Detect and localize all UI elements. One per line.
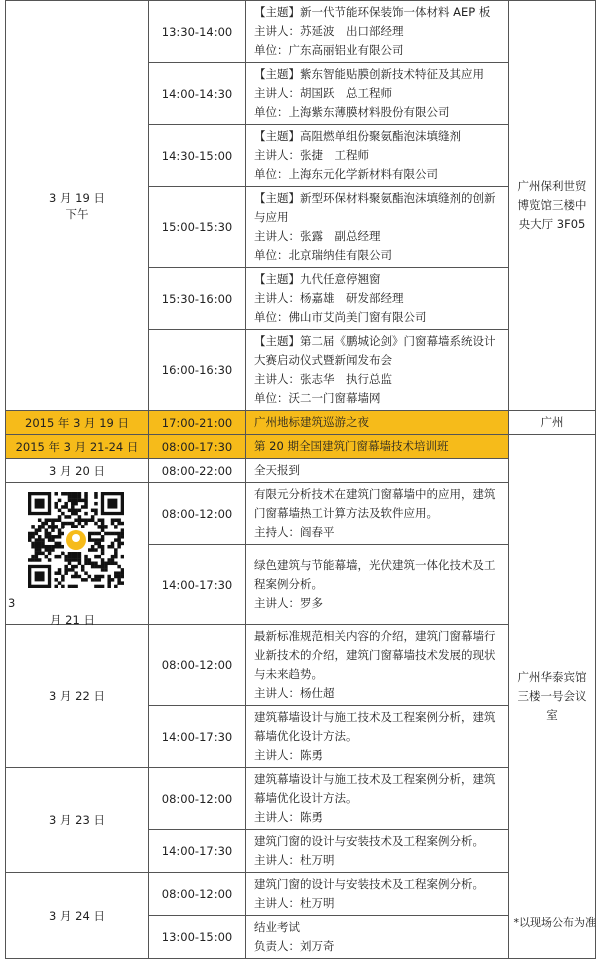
venue-cell-guangzhou: 广州 bbox=[509, 411, 596, 435]
topic-text: 建筑幕墙设计与施工技术及工程案例分析，建筑幕墙优化设计方法。 bbox=[254, 710, 496, 743]
content-cell bbox=[246, 916, 509, 959]
date-prefix: 3 bbox=[8, 595, 16, 610]
content-cell bbox=[246, 483, 509, 545]
topic-text: 绿色建筑与节能幕墙，光伏建筑一体化技术及工程案例分析。 bbox=[254, 558, 496, 591]
topic-text: 【主题】新一代节能环保装饰一体材料 AEP 板 bbox=[254, 5, 491, 19]
qr-code-icon bbox=[28, 492, 124, 588]
speaker-text: 负责人：刘万奇 bbox=[254, 939, 335, 953]
topic-text: 建筑门窗的设计与安装技术及工程案例分析。 bbox=[254, 834, 484, 848]
time-cell: 14:00-17:30 bbox=[149, 545, 246, 625]
venue-cell-poly-expo bbox=[509, 1, 596, 411]
org-text: 单位：沃二一门窗幕墙网 bbox=[254, 391, 381, 405]
time-cell: 16:00-16:30 bbox=[149, 330, 246, 411]
time-cell: 08:00-17:30 bbox=[149, 435, 246, 459]
session-row bbox=[6, 873, 596, 916]
content-cell: 广州地标建筑巡游之夜 bbox=[246, 411, 509, 435]
schedule-table bbox=[5, 0, 596, 959]
date-cell: 2015 年 3 月 19 日 bbox=[6, 411, 149, 435]
topic-text: 【主题】第二届《鹏城论剑》门窗幕墙系统设计大赛启动仪式暨新闻发布会 bbox=[254, 334, 496, 367]
time-cell: 15:00-15:30 bbox=[149, 187, 246, 268]
speaker-text: 主讲人：罗多 bbox=[254, 596, 323, 610]
content-cell bbox=[246, 125, 509, 187]
speaker-text: 主讲人：张志华 执行总监 bbox=[254, 372, 392, 386]
venue-text: 广州华泰宾馆三楼一号会议室 bbox=[517, 670, 587, 722]
time-cell: 14:00-17:30 bbox=[149, 706, 246, 768]
date-cell: 3 月 22 日 bbox=[6, 625, 149, 768]
speaker-text: 主讲人：陈勇 bbox=[254, 748, 323, 762]
topic-text: 【主题】新型环保材料聚氨酯泡沫填缝剂的创新与应用 bbox=[254, 191, 496, 224]
speaker-text: 主持人：阎春平 bbox=[254, 525, 335, 539]
content-cell bbox=[246, 1, 509, 63]
speaker-text: 主讲人：杨嘉雄 研发部经理 bbox=[254, 291, 404, 305]
time-cell: 14:00-17:30 bbox=[149, 830, 246, 873]
speaker-text: 主讲人：陈勇 bbox=[254, 810, 323, 824]
time-cell: 08:00-12:00 bbox=[149, 483, 246, 545]
content-cell bbox=[246, 830, 509, 873]
content-cell bbox=[246, 625, 509, 706]
time-cell: 13:00-15:00 bbox=[149, 916, 246, 959]
session-row bbox=[6, 768, 596, 830]
date-label: 3 月 19 日 bbox=[49, 190, 105, 205]
speaker-text: 主讲人：苏延波 出口部经理 bbox=[254, 24, 404, 38]
content-cell bbox=[246, 768, 509, 830]
footnote: *以现场公布为准 bbox=[513, 916, 596, 929]
content-cell bbox=[246, 545, 509, 625]
content-cell bbox=[246, 706, 509, 768]
session-row bbox=[6, 1, 596, 63]
time-cell: 08:00-12:00 bbox=[149, 625, 246, 706]
schedule-sheet bbox=[5, 0, 595, 959]
time-cell: 15:30-16:00 bbox=[149, 268, 246, 330]
org-text: 单位：上海东元化学新材料有限公司 bbox=[254, 167, 438, 181]
date-label: 月 21 日 bbox=[50, 612, 95, 627]
topic-text: 建筑幕墙设计与施工技术及工程案例分析，建筑幕墙优化设计方法。 bbox=[254, 772, 496, 805]
session-row bbox=[6, 483, 596, 545]
speaker-text: 主讲人：胡国跃 总工程师 bbox=[254, 86, 392, 100]
org-text: 单位：上海紫东薄膜材料股份有限公司 bbox=[254, 105, 450, 119]
topic-text: 【主题】九代任意停翘窗 bbox=[254, 272, 381, 286]
date-cell: 3 月 24 日 bbox=[6, 873, 149, 959]
topic-text: 【主题】紫东智能贴膜创新技术特征及其应用 bbox=[254, 67, 484, 81]
speaker-text: 主讲人：张露 副总经理 bbox=[254, 229, 381, 243]
content-cell: 第 20 期全国建筑门窗幕墙技术培训班 bbox=[246, 435, 509, 459]
content-cell bbox=[246, 873, 509, 916]
content-cell bbox=[246, 63, 509, 125]
org-text: 单位：北京瑞纳佳有限公司 bbox=[254, 248, 392, 262]
topic-text: 【主题】高阻燃单组份聚氨酯泡沫填缝剂 bbox=[254, 129, 461, 143]
content-cell bbox=[246, 330, 509, 411]
time-cell: 13:30-14:00 bbox=[149, 1, 246, 63]
date-sublabel: 下午 bbox=[65, 206, 89, 221]
time-cell: 14:00-14:30 bbox=[149, 63, 246, 125]
venue-text: 广州保利世贸博览馆三楼中央大厅 3F05 bbox=[517, 179, 587, 231]
date-cell-mar19-pm bbox=[6, 1, 149, 411]
speaker-text: 主讲人：杜万明 bbox=[254, 896, 335, 910]
highlight-row-training bbox=[6, 435, 596, 459]
topic-text: 结业考试 bbox=[254, 920, 300, 934]
time-cell: 17:00-21:00 bbox=[149, 411, 246, 435]
speaker-text: 主讲人：杨仕超 bbox=[254, 686, 335, 700]
date-cell-mar21 bbox=[6, 483, 149, 625]
venue-cell-huatai-hotel bbox=[509, 435, 596, 959]
date-cell: 3 月 20 日 bbox=[6, 459, 149, 483]
highlight-row-city-tour bbox=[6, 411, 596, 435]
content-cell bbox=[246, 187, 509, 268]
speaker-text: 主讲人：杜万明 bbox=[254, 853, 335, 867]
session-row bbox=[6, 625, 596, 706]
topic-text: 有限元分析技术在建筑门窗幕墙中的应用，建筑门窗幕墙热工计算方法及软件应用。 bbox=[254, 487, 496, 520]
time-cell: 08:00-22:00 bbox=[149, 459, 246, 483]
topic-text: 建筑门窗的设计与安装技术及工程案例分析。 bbox=[254, 877, 484, 891]
date-cell: 2015 年 3 月 21-24 日 bbox=[6, 435, 149, 459]
content-cell: 全天报到 bbox=[246, 459, 509, 483]
org-text: 单位：广东高丽铝业有限公司 bbox=[254, 43, 404, 57]
session-row bbox=[6, 459, 596, 483]
topic-text: 最新标准规范相关内容的介绍，建筑门窗幕墙行业新技术的介绍，建筑门窗幕墙技术发展的现状与未来趋势。 bbox=[254, 629, 496, 681]
time-cell: 14:30-15:00 bbox=[149, 125, 246, 187]
date-cell: 3 月 23 日 bbox=[6, 768, 149, 873]
org-text: 单位：佛山市艾尚美门窗有限公司 bbox=[254, 310, 427, 324]
time-cell: 08:00-12:00 bbox=[149, 873, 246, 916]
speaker-text: 主讲人：张捷 工程师 bbox=[254, 148, 369, 162]
content-cell bbox=[246, 268, 509, 330]
time-cell: 08:00-12:00 bbox=[149, 768, 246, 830]
